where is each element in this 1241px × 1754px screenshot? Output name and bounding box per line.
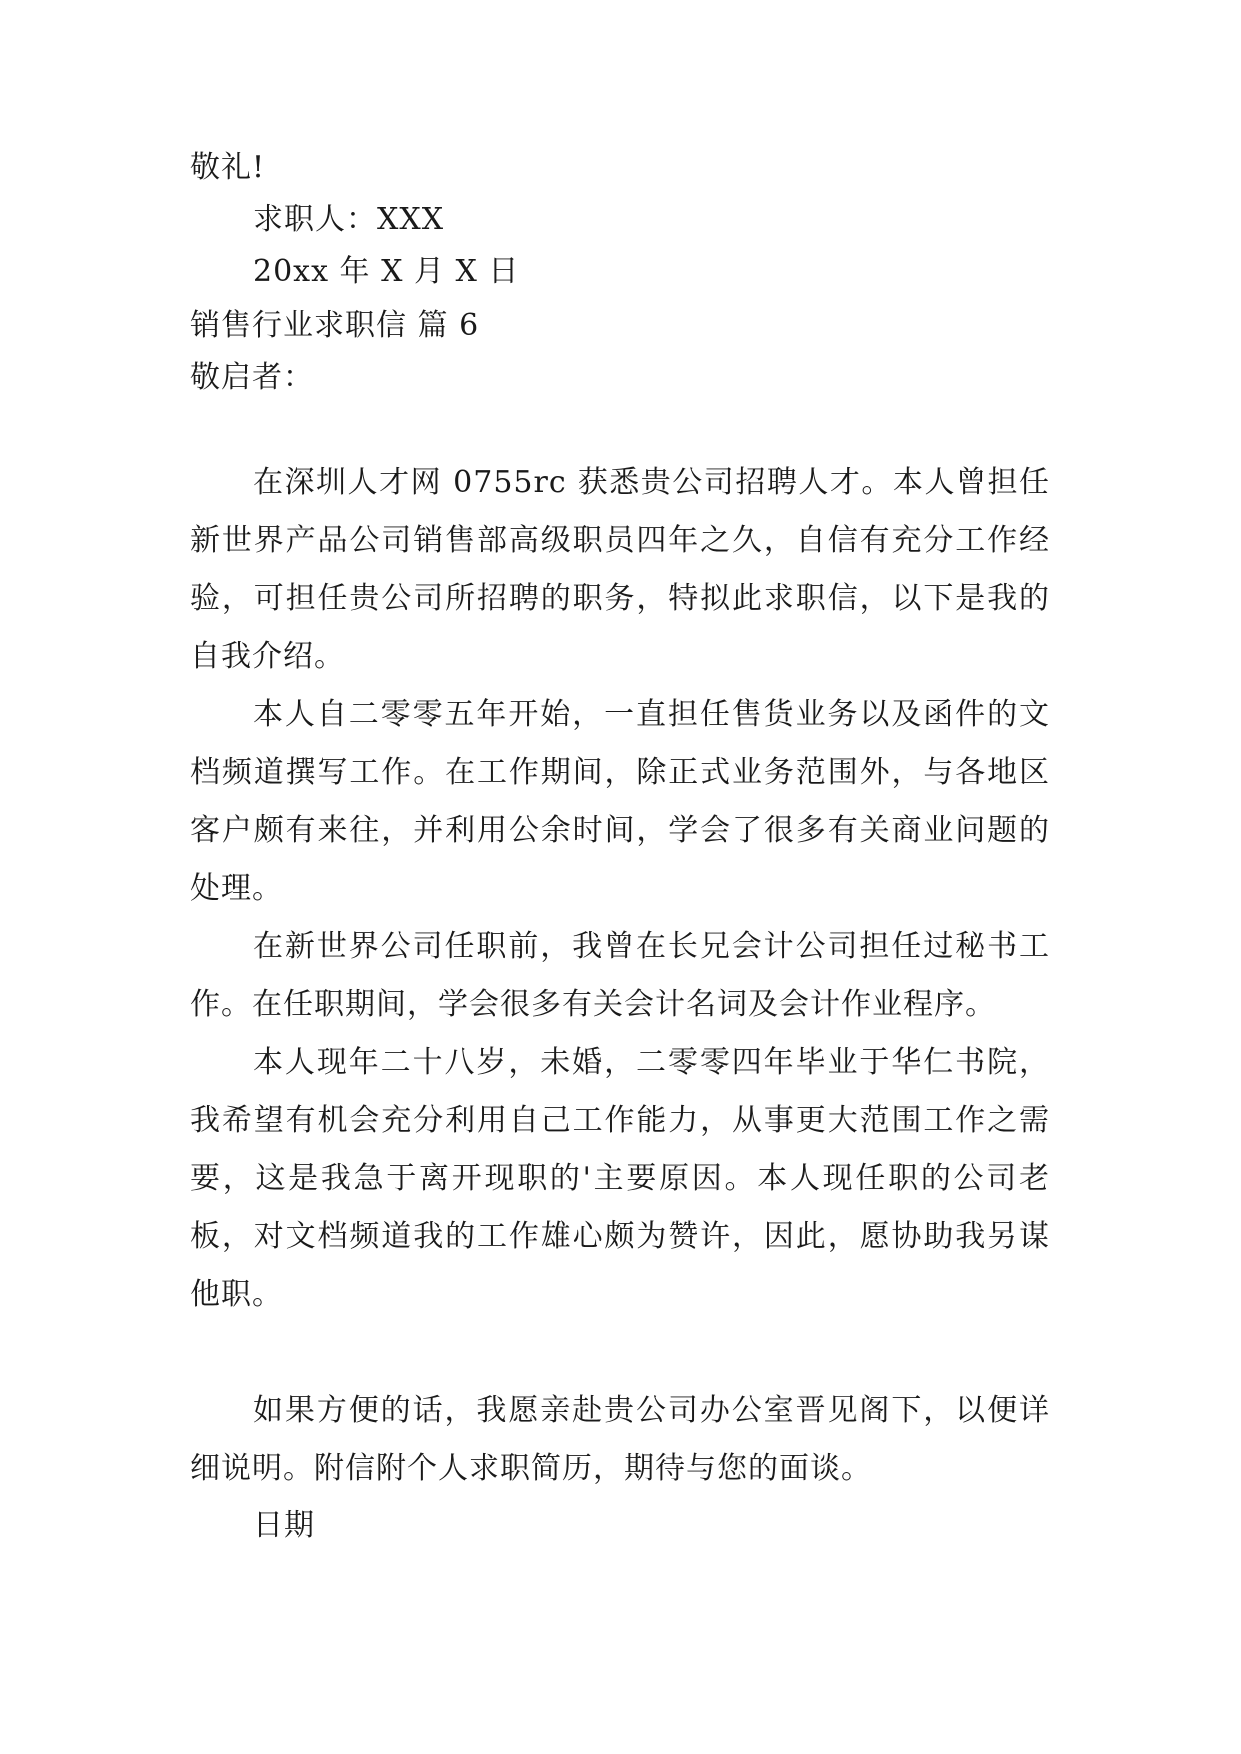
body-paragraph-3: 在新世界公司任职前，我曾在长兄会计公司担任过秘书工作。在任职期间，学会很多有关会计名词及会计作业程序。	[190, 929, 1050, 1022]
body-paragraph-2: 本人自二零零五年开始，一直担任售货业务以及函件的文档频道撰写工作。在工作期间，除正式业务范围外，与各地区客户颇有来往，并利用公余时间，学会了很多有关商业问题的处理。	[190, 697, 1050, 906]
signature-line: 求职人：XXX	[253, 202, 445, 237]
closing-salutation: 敬礼!	[190, 150, 266, 185]
date-label: 日期	[253, 1508, 315, 1543]
body-paragraph-1: 在深圳人才网 0755rc 获悉贵公司招聘人才。本人曾担任新世界产品公司销售部高级职员四年之久，自信有充分工作经验，可担任贵公司所招聘的职务，特拟此求职信，以下是我的自我介绍。	[190, 465, 1050, 674]
body-paragraph-4: 本人现年二十八岁，未婚，二零零四年毕业于华仁书院，我希望有机会充分利用自己工作能力，从事更大范围工作之需要，这是我急于离开现职的'主要原因。本人现任职的公司老板，对文档频道我的工作雄心颇为赞许，因此，愿协助我另谋他职。	[190, 1045, 1050, 1312]
body-paragraph-5: 如果方便的话，我愿亲赴贵公司办公室晋见阁下，以便详细说明。附信附个人求职简历，期待与您的面谈。	[190, 1393, 1050, 1486]
signature-date: 20xx 年 X 月 X 日	[253, 254, 520, 289]
section-title: 销售行业求职信 篇 6	[190, 308, 480, 343]
letter-greeting: 敬启者：	[190, 360, 314, 395]
